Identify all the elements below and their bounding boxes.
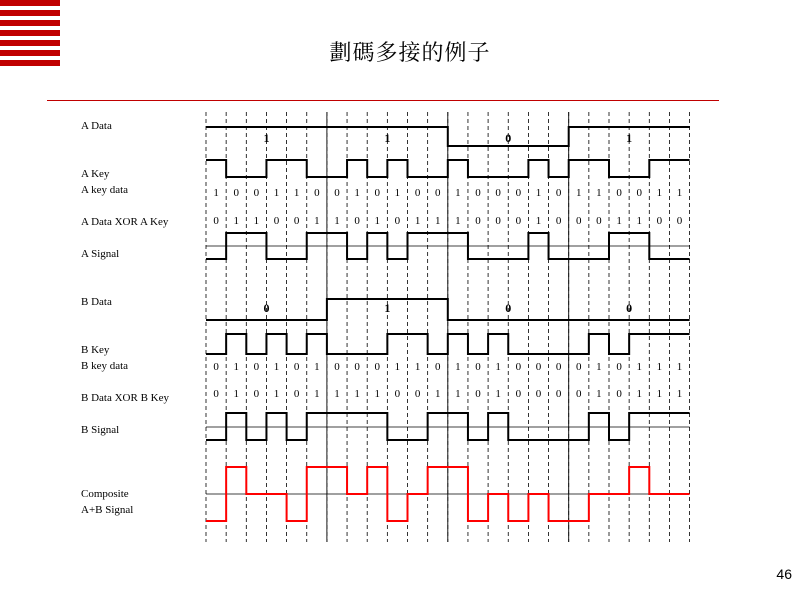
a-key-chip-label: 0 [374, 187, 381, 199]
b-key-chip-label: 0 [354, 361, 360, 373]
b-key-chip-label: 1 [455, 361, 461, 373]
a-key-chip-label: 0 [555, 187, 562, 199]
a-xor-chip-label: 1 [233, 215, 239, 227]
a-xor-chip-label: 1 [434, 215, 441, 227]
a-xor-chip-label: 1 [636, 215, 642, 227]
label-composite-ab: A+B Signal [81, 504, 134, 516]
b-xor-chip-label: 0 [475, 388, 481, 400]
b-xor-chip-label: 1 [334, 388, 340, 400]
a-xor-chip-label: 0 [495, 215, 501, 227]
a-key-chip-label: 1 [676, 187, 683, 199]
b-xor-chip-label: 1 [495, 388, 501, 400]
b-key-chip-label: 1 [596, 361, 602, 373]
a-key-chip-label: 1 [576, 187, 582, 199]
b-key-chip-label: 1 [676, 361, 683, 373]
b-key-chip-label: 0 [475, 361, 481, 373]
b-xor-chip-label: 1 [273, 388, 280, 400]
b-xor-chip-label: 0 [535, 388, 542, 400]
b-xor-chip-label: 0 [616, 388, 622, 400]
b-xor-chip-label: 0 [394, 388, 401, 400]
a-xor-chip-label: 0 [293, 215, 300, 227]
b-data-bit-label: 0 [263, 301, 270, 315]
b-key-chip-label: 0 [374, 361, 381, 373]
a-key-chip-label: 1 [394, 187, 401, 199]
b-xor-chip-label: 0 [515, 388, 522, 400]
b-xor-chip-label: 1 [233, 388, 239, 400]
b-xor-chip-label: 1 [314, 388, 320, 400]
b-key-chip-label: 1 [273, 361, 280, 373]
label-b-key-data: B key data [81, 360, 129, 372]
b-key-chip-label: 1 [394, 361, 401, 373]
b-xor-chip-label: 1 [636, 388, 642, 400]
a-data-bit-label: 1 [384, 131, 391, 145]
b-key-chip-label: 0 [515, 361, 522, 373]
b-xor-chip-label: 0 [253, 388, 260, 400]
b-key-chip-label: 0 [535, 361, 542, 373]
a-xor-chip-label: 1 [455, 215, 461, 227]
a-xor-chip-label: 1 [253, 215, 260, 227]
b-key-chip-label: 0 [253, 361, 260, 373]
label-a-key-data: A key data [81, 184, 129, 196]
label-a-key: A Key [81, 168, 110, 180]
b-xor-chip-label: 1 [596, 388, 602, 400]
a-data-wave [206, 127, 690, 146]
a-xor-chip-label: 0 [213, 215, 219, 227]
b-xor-chip-label: 1 [455, 388, 461, 400]
b-key-wave [206, 334, 690, 354]
b-key-chip-label: 0 [434, 361, 441, 373]
b-key-chip-label: 1 [636, 361, 642, 373]
b-xor-chip-label: 0 [213, 388, 219, 400]
label-b-xor: B Data XOR B Key [81, 392, 169, 404]
b-data-bit-label: 0 [626, 301, 633, 315]
b-xor-chip-label: 0 [293, 388, 300, 400]
a-xor-chip-label: 0 [475, 215, 481, 227]
b-key-chip-label: 0 [213, 361, 219, 373]
a-key-chip-label: 0 [414, 187, 421, 199]
a-key-chip-label: 0 [495, 187, 501, 199]
b-key-chip-label: 1 [495, 361, 501, 373]
a-key-chip-label: 1 [656, 187, 663, 199]
a-xor-chip-label: 1 [616, 215, 622, 227]
a-key-chip-label: 0 [475, 187, 481, 199]
b-key-chip-label: 1 [414, 361, 421, 373]
a-key-chip-label: 1 [213, 187, 219, 199]
label-a-signal: A Signal [81, 248, 120, 260]
a-key-chip-label: 0 [314, 187, 320, 199]
page-number: 46 [776, 566, 792, 582]
b-xor-chip-label: 1 [656, 388, 663, 400]
a-key-chip-label: 0 [253, 187, 260, 199]
a-key-chip-label: 1 [273, 187, 280, 199]
b-key-chip-label: 1 [314, 361, 320, 373]
label-composite: Composite [81, 488, 129, 500]
b-key-chip-label: 0 [576, 361, 582, 373]
a-xor-chip-label: 0 [515, 215, 522, 227]
a-xor-chip-label: 1 [334, 215, 340, 227]
b-key-chip-label: 0 [334, 361, 340, 373]
a-xor-chip-label: 0 [354, 215, 360, 227]
a-key-chip-label: 0 [334, 187, 340, 199]
label-a-xor: A Data XOR A Key [81, 216, 169, 228]
b-xor-chip-label: 1 [374, 388, 381, 400]
b-key-chip-label: 0 [616, 361, 622, 373]
a-key-wave [206, 160, 690, 177]
a-xor-chip-label: 1 [414, 215, 421, 227]
a-key-chip-label: 0 [434, 187, 441, 199]
label-b-signal: B Signal [81, 424, 120, 436]
slide-title: 劃碼多接的例子 [329, 41, 491, 66]
label-a-data: A Data [81, 120, 112, 132]
a-key-chip-label: 1 [455, 187, 461, 199]
a-key-chip-label: 0 [636, 187, 642, 199]
b-data-bit-label: 0 [505, 301, 512, 315]
b-xor-chip-label: 1 [434, 388, 441, 400]
a-key-chip-label: 0 [233, 187, 239, 199]
a-xor-chip-label: 1 [374, 215, 381, 227]
b-xor-chip-label: 1 [676, 388, 683, 400]
b-xor-chip-label: 0 [576, 388, 582, 400]
a-xor-chip-label: 0 [273, 215, 280, 227]
b-key-chip-label: 0 [293, 361, 300, 373]
a-key-chip-label: 1 [354, 187, 360, 199]
a-data-bit-label: 1 [626, 131, 633, 145]
label-b-key: B Key [81, 344, 110, 356]
a-key-chip-label: 0 [616, 187, 622, 199]
a-xor-chip-label: 0 [596, 215, 602, 227]
b-xor-chip-label: 1 [354, 388, 360, 400]
a-xor-chip-label: 0 [676, 215, 683, 227]
b-xor-chip-label: 0 [555, 388, 562, 400]
a-data-bit-label: 0 [505, 131, 512, 145]
a-key-chip-label: 0 [515, 187, 522, 199]
a-xor-chip-label: 1 [535, 215, 542, 227]
a-xor-chip-label: 1 [314, 215, 320, 227]
a-key-chip-label: 1 [535, 187, 542, 199]
b-key-chip-label: 1 [656, 361, 663, 373]
b-xor-chip-label: 0 [414, 388, 421, 400]
a-data-bit-label: 1 [263, 131, 270, 145]
b-data-wave [206, 299, 690, 320]
a-xor-chip-label: 0 [555, 215, 562, 227]
a-xor-chip-label: 0 [394, 215, 401, 227]
a-key-chip-label: 1 [293, 187, 300, 199]
a-key-chip-label: 1 [596, 187, 602, 199]
label-b-data: B Data [81, 296, 112, 308]
b-data-bit-label: 1 [384, 301, 391, 315]
b-key-chip-label: 1 [233, 361, 239, 373]
b-key-chip-label: 0 [555, 361, 562, 373]
a-xor-chip-label: 0 [656, 215, 663, 227]
a-xor-chip-label: 0 [576, 215, 582, 227]
